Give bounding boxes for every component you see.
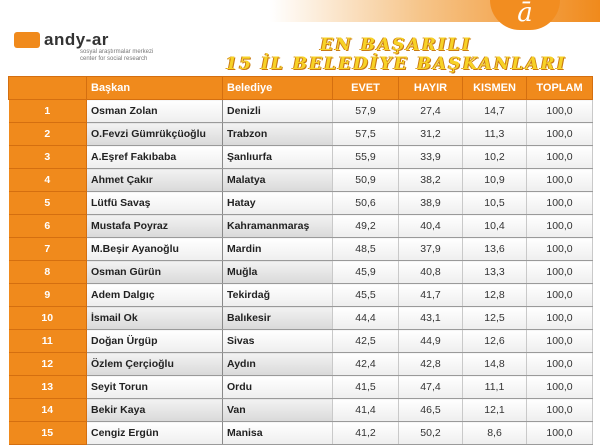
total-cell: 100,0 [527,330,593,353]
col-municipality-header: Belediye [223,77,333,100]
mayor-cell: A.Eşref Fakıbaba [87,146,223,169]
total-cell: 100,0 [527,146,593,169]
rank-cell: 8 [9,261,87,284]
total-cell: 100,0 [527,399,593,422]
logo-subtitle-tr: sosyal araştırmalar merkezi [80,49,154,55]
ranking-table [8,76,593,445]
rank-cell: 14 [9,399,87,422]
municipality-cell: Hatay [223,192,333,215]
mayor-cell: O.Fevzi Gümrükçüoğlu [87,123,223,146]
municipality-cell: Trabzon [223,123,333,146]
top-banner [0,0,600,28]
no-cell: 27,4 [399,100,463,123]
col-mayor-header: Başkan [87,77,223,100]
mayor-cell: Mustafa Poyraz [87,215,223,238]
yes-cell: 45,9 [333,261,399,284]
table-row [9,261,593,284]
yes-cell: 45,5 [333,284,399,307]
no-cell: 46,5 [399,399,463,422]
yes-cell: 57,5 [333,123,399,146]
table-row [9,146,593,169]
brand-mark-icon: ā [490,0,560,30]
total-cell: 100,0 [527,376,593,399]
table-row [9,399,593,422]
total-cell: 100,0 [527,422,593,445]
no-cell: 50,2 [399,422,463,445]
rank-cell: 7 [9,238,87,261]
municipality-cell: Muğla [223,261,333,284]
total-cell: 100,0 [527,100,593,123]
mayor-cell: Bekir Kaya [87,399,223,422]
partly-cell: 11,1 [463,376,527,399]
municipality-cell: Balıkesir [223,307,333,330]
partly-cell: 8,6 [463,422,527,445]
total-cell: 100,0 [527,215,593,238]
rank-cell: 10 [9,307,87,330]
mayor-cell: Doğan Ürgüp [87,330,223,353]
rank-cell: 9 [9,284,87,307]
total-cell: 100,0 [527,123,593,146]
yes-cell: 42,5 [333,330,399,353]
no-cell: 40,4 [399,215,463,238]
logo-name: andy-ar [44,30,109,49]
col-no-header: HAYIR [399,77,463,100]
partly-cell: 10,5 [463,192,527,215]
no-cell: 40,8 [399,261,463,284]
table-row [9,123,593,146]
table-row [9,100,593,123]
partly-cell: 12,8 [463,284,527,307]
rank-cell: 4 [9,169,87,192]
partly-cell: 13,3 [463,261,527,284]
yes-cell: 41,4 [333,399,399,422]
yes-cell: 49,2 [333,215,399,238]
logo [14,30,204,64]
table-row [9,376,593,399]
partly-cell: 11,3 [463,123,527,146]
col-yes-header: EVET [333,77,399,100]
no-cell: 41,7 [399,284,463,307]
partly-cell: 10,9 [463,169,527,192]
table-row [9,169,593,192]
no-cell: 47,4 [399,376,463,399]
rank-cell: 3 [9,146,87,169]
rank-cell: 1 [9,100,87,123]
table-row [9,353,593,376]
yes-cell: 48,5 [333,238,399,261]
municipality-cell: Malatya [223,169,333,192]
municipality-cell: Aydın [223,353,333,376]
yes-cell: 55,9 [333,146,399,169]
table-header-row [9,77,593,100]
rank-cell: 15 [9,422,87,445]
yes-cell: 42,4 [333,353,399,376]
table-row [9,422,593,445]
yes-cell: 41,2 [333,422,399,445]
table-row [9,330,593,353]
partly-cell: 10,4 [463,215,527,238]
no-cell: 33,9 [399,146,463,169]
mayor-cell: İsmail Ok [87,307,223,330]
municipality-cell: Sivas [223,330,333,353]
table-row [9,284,593,307]
partly-cell: 10,2 [463,146,527,169]
municipality-cell: Tekirdağ [223,284,333,307]
total-cell: 100,0 [527,284,593,307]
no-cell: 42,8 [399,353,463,376]
no-cell: 31,2 [399,123,463,146]
total-cell: 100,0 [527,353,593,376]
mayor-cell: Adem Dalgıç [87,284,223,307]
yes-cell: 41,5 [333,376,399,399]
municipality-cell: Şanlıurfa [223,146,333,169]
title-line-1: EN BAŞARILI [320,35,472,55]
table-row [9,238,593,261]
partly-cell: 13,6 [463,238,527,261]
mayor-cell: Cengiz Ergün [87,422,223,445]
total-cell: 100,0 [527,238,593,261]
yes-cell: 50,9 [333,169,399,192]
partly-cell: 14,8 [463,353,527,376]
rank-cell: 12 [9,353,87,376]
municipality-cell: Van [223,399,333,422]
title-line-2: 15 İL BELEDİYE BAŞKANLARI [225,54,567,74]
partly-cell: 12,6 [463,330,527,353]
yes-cell: 50,6 [333,192,399,215]
rank-cell: 6 [9,215,87,238]
yes-cell: 44,4 [333,307,399,330]
col-total-header: TOPLAM [527,77,593,100]
mayor-cell: Osman Gürün [87,261,223,284]
municipality-cell: Manisa [223,422,333,445]
partly-cell: 14,7 [463,100,527,123]
rank-cell: 2 [9,123,87,146]
rank-cell: 5 [9,192,87,215]
mayor-cell: M.Beşir Ayanoğlu [87,238,223,261]
total-cell: 100,0 [527,192,593,215]
col-rank-header [9,77,87,100]
mayor-cell: Ahmet Çakır [87,169,223,192]
logo-icon [14,32,40,48]
municipality-cell: Kahramanmaraş [223,215,333,238]
municipality-cell: Ordu [223,376,333,399]
table-row [9,215,593,238]
municipality-cell: Denizli [223,100,333,123]
partly-cell: 12,5 [463,307,527,330]
no-cell: 38,9 [399,192,463,215]
col-partly-header: KISMEN [463,77,527,100]
partly-cell: 12,1 [463,399,527,422]
total-cell: 100,0 [527,261,593,284]
no-cell: 38,2 [399,169,463,192]
rank-cell: 13 [9,376,87,399]
mayor-cell: Özlem Çerçioğlu [87,353,223,376]
mayor-cell: Lütfü Savaş [87,192,223,215]
page-title [206,36,586,74]
logo-subtitle-en: center for social research [80,56,148,62]
no-cell: 43,1 [399,307,463,330]
table-row [9,192,593,215]
total-cell: 100,0 [527,169,593,192]
mayor-cell: Seyit Torun [87,376,223,399]
no-cell: 44,9 [399,330,463,353]
rank-cell: 11 [9,330,87,353]
table-row [9,307,593,330]
municipality-cell: Mardin [223,238,333,261]
yes-cell: 57,9 [333,100,399,123]
total-cell: 100,0 [527,307,593,330]
mayor-cell: Osman Zolan [87,100,223,123]
no-cell: 37,9 [399,238,463,261]
